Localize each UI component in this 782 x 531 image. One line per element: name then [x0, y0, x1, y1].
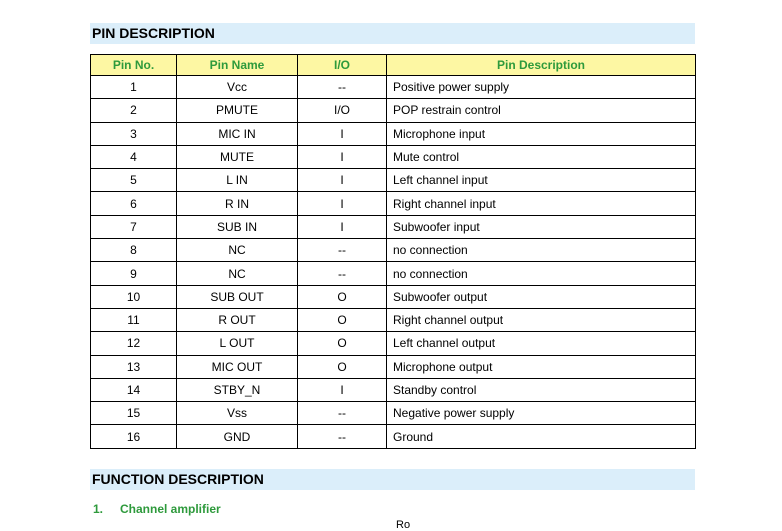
cell-pin-name: PMUTE [177, 99, 298, 122]
table-row [91, 378, 696, 401]
cell-io: O [298, 308, 387, 331]
table-header-row [91, 55, 696, 76]
table-row [91, 402, 696, 425]
cell-pin-no: 11 [91, 308, 177, 331]
cell-pin-no: 5 [91, 169, 177, 192]
cell-io: I [298, 192, 387, 215]
cell-io: O [298, 285, 387, 308]
header-pin-no: Pin No. [91, 55, 177, 76]
cell-pin-description: no connection [387, 239, 696, 262]
table-row [91, 169, 696, 192]
cell-pin-no: 3 [91, 122, 177, 145]
header-pin-name: Pin Name [177, 55, 298, 76]
cut-off-text-fragment: Ro [396, 519, 411, 531]
function-item-label: Channel amplifier [120, 502, 221, 516]
cell-pin-name: Vss [177, 402, 298, 425]
header-pin-description: Pin Description [387, 55, 696, 76]
cell-pin-description: Microphone input [387, 122, 696, 145]
table-row [91, 192, 696, 215]
cell-pin-name: SUB IN [177, 215, 298, 238]
cell-pin-description: Microphone output [387, 355, 696, 378]
cell-io: I [298, 122, 387, 145]
pin-table [90, 54, 696, 449]
cell-pin-name: MIC IN [177, 122, 298, 145]
cell-pin-name: SUB OUT [177, 285, 298, 308]
cell-pin-no: 8 [91, 239, 177, 262]
table-row [91, 99, 696, 122]
cell-pin-no: 12 [91, 332, 177, 355]
cell-pin-description: Subwoofer input [387, 215, 696, 238]
cell-pin-name: NC [177, 239, 298, 262]
cell-pin-no: 7 [91, 215, 177, 238]
cell-io: -- [298, 402, 387, 425]
table-row [91, 355, 696, 378]
table-row [91, 145, 696, 168]
cell-pin-name: L IN [177, 169, 298, 192]
cell-io: O [298, 355, 387, 378]
table-row [91, 332, 696, 355]
cell-io: I [298, 145, 387, 168]
cell-pin-no: 15 [91, 402, 177, 425]
table-row [91, 239, 696, 262]
cell-io: -- [298, 262, 387, 285]
table-row [91, 215, 696, 238]
cell-pin-name: Vcc [177, 76, 298, 99]
cell-pin-description: no connection [387, 262, 696, 285]
table-row [91, 76, 696, 99]
cell-pin-description: Left channel input [387, 169, 696, 192]
function-item-number: 1. [93, 502, 104, 516]
cell-io: -- [298, 239, 387, 262]
function-item [93, 502, 221, 516]
cell-pin-description: Ground [387, 425, 696, 448]
cell-pin-description: Left channel output [387, 332, 696, 355]
cell-pin-description: Positive power supply [387, 76, 696, 99]
cell-io: O [298, 332, 387, 355]
cell-pin-no: 13 [91, 355, 177, 378]
cell-pin-no: 4 [91, 145, 177, 168]
cell-pin-description: Subwoofer output [387, 285, 696, 308]
table-row [91, 262, 696, 285]
cell-pin-name: GND [177, 425, 298, 448]
pin-table-body [91, 76, 696, 449]
table-row [91, 285, 696, 308]
cell-pin-no: 6 [91, 192, 177, 215]
cell-pin-name: L OUT [177, 332, 298, 355]
function-description-heading: FUNCTION DESCRIPTION [90, 469, 695, 490]
table-row [91, 122, 696, 145]
cell-pin-name: R OUT [177, 308, 298, 331]
cell-io: I [298, 378, 387, 401]
cell-pin-name: MIC OUT [177, 355, 298, 378]
cell-pin-name: NC [177, 262, 298, 285]
cell-io: I/O [298, 99, 387, 122]
cell-io: -- [298, 425, 387, 448]
cell-pin-description: Right channel input [387, 192, 696, 215]
cell-pin-description: Mute control [387, 145, 696, 168]
cell-pin-no: 1 [91, 76, 177, 99]
cell-pin-name: STBY_N [177, 378, 298, 401]
pin-description-heading: PIN DESCRIPTION [90, 23, 695, 44]
cell-pin-name: R IN [177, 192, 298, 215]
cell-pin-no: 16 [91, 425, 177, 448]
header-io: I/O [298, 55, 387, 76]
cell-pin-no: 2 [91, 99, 177, 122]
cell-pin-description: POP restrain control [387, 99, 696, 122]
cell-io: I [298, 169, 387, 192]
cell-pin-description: Standby control [387, 378, 696, 401]
table-row [91, 308, 696, 331]
cell-pin-no: 10 [91, 285, 177, 308]
cell-pin-description: Right channel output [387, 308, 696, 331]
cell-io: -- [298, 76, 387, 99]
cell-io: I [298, 215, 387, 238]
cell-pin-description: Negative power supply [387, 402, 696, 425]
cell-pin-no: 9 [91, 262, 177, 285]
cell-pin-no: 14 [91, 378, 177, 401]
table-row [91, 425, 696, 448]
cell-pin-name: MUTE [177, 145, 298, 168]
